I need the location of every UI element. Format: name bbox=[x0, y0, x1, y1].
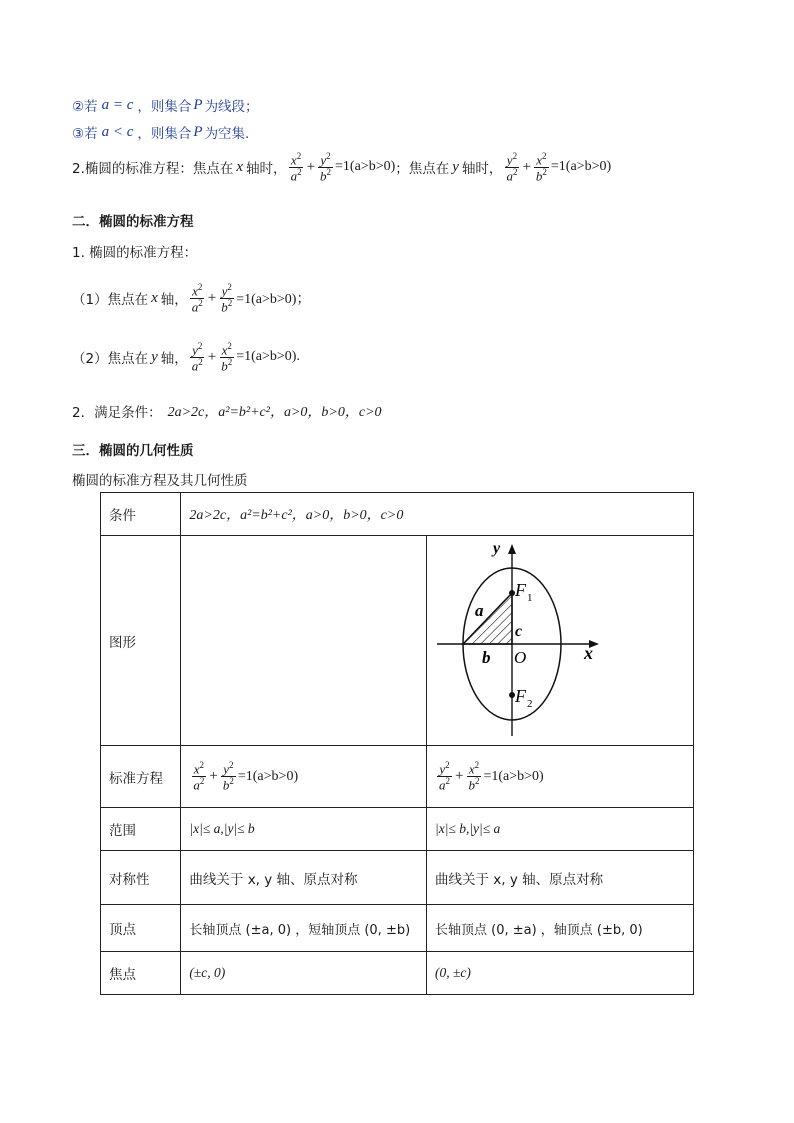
figure-cell-empty bbox=[181, 536, 427, 746]
item-1a: （1）焦点在 x 轴， $\frac{x^2}{a^2}$ + $\frac{y^2}{b^2}$ =1(a>b>0)； bbox=[72, 282, 311, 315]
intro-eq-tail: =1(a>b>0) bbox=[335, 159, 396, 175]
y-axis-label: y bbox=[493, 540, 501, 557]
fraction: $\frac{x^2}{b^2}$ bbox=[535, 151, 547, 184]
intro-eq2-tail: =1(a>b>0) bbox=[550, 159, 612, 175]
item-1b-label: （2）焦点在 bbox=[72, 351, 149, 368]
f1-label: F bbox=[515, 580, 526, 600]
intro-line-3-prefix: ③若 bbox=[72, 126, 98, 142]
fraction: $\frac{x^2}{a^2}$ bbox=[191, 282, 203, 315]
symmetry-col1: 曲线关于 x, y 轴、原点对称 bbox=[181, 851, 427, 905]
frac-den: a bbox=[506, 168, 513, 184]
intro-line-3 bbox=[72, 122, 249, 142]
table-row-condition bbox=[101, 493, 694, 536]
fraction: $\frac{x^2}{a^2}$ bbox=[193, 760, 205, 793]
intro-line-2-prefix: ②若 bbox=[72, 99, 98, 115]
row-label-symmetry: 对称性 bbox=[101, 851, 181, 905]
intro-line-3-end: 为空集. bbox=[204, 126, 250, 142]
fraction: $\frac{y^2}{a^2}$ bbox=[439, 760, 450, 793]
item-1b: （2）焦点在 y 轴， $\frac{y^2}{a^2}$ + $\frac{x^2}{b^2}$ =1(a>b>0). bbox=[72, 341, 300, 374]
table-row-equation bbox=[101, 746, 694, 808]
f2-subscript: 2 bbox=[527, 698, 533, 710]
table-row-vertex bbox=[101, 905, 694, 952]
row-label-vertex: 顶点 bbox=[101, 905, 181, 952]
equation-col2-tail: =1(a>b>0) bbox=[483, 768, 544, 784]
vertex-col1: 长轴顶点 (±a, 0) ，短轴顶点 (0, ±b) bbox=[181, 905, 427, 952]
item-2 bbox=[72, 401, 382, 421]
item-1a-mid: 轴， bbox=[160, 292, 188, 309]
fraction: $\frac{y^2}{b^2}$ bbox=[221, 282, 233, 315]
intro-eq-mid2: ；焦点在 bbox=[395, 161, 450, 178]
item-1b-mid: 轴， bbox=[160, 351, 188, 368]
condition-value: 2a>2c，a²=b²+c²，a>0，b>0，c>0 bbox=[181, 493, 694, 536]
item-1a-var: x bbox=[151, 289, 158, 306]
table-row-focus bbox=[101, 952, 694, 995]
item-1a-label: （1）焦点在 bbox=[72, 292, 149, 309]
fraction: $\frac{y^2}{a^2}$ bbox=[506, 151, 518, 184]
item-1: 1. 椭圆的标准方程： bbox=[72, 245, 198, 261]
equation-col1-tail: =1(a>b>0) bbox=[237, 768, 299, 784]
table-row-figure bbox=[101, 536, 694, 746]
item-2-label: 2．满足条件： bbox=[72, 405, 162, 421]
focus-col2: (0, ±c) bbox=[427, 952, 694, 995]
ellipse-figure bbox=[427, 536, 693, 745]
intro-line-3-cond: a < c bbox=[101, 123, 134, 140]
fraction: $\frac{y^2}{b^2}$ bbox=[320, 151, 332, 184]
c-label: c bbox=[515, 623, 523, 640]
frac-num: x bbox=[290, 152, 297, 168]
hatched-triangle bbox=[463, 593, 512, 644]
item-2-cond: 2a>2c，a²=b²+c²，a>0，b>0，c>0 bbox=[167, 405, 382, 420]
fraction: $\frac{y^2}{b^2}$ bbox=[222, 760, 234, 793]
row-label-condition: 条件 bbox=[101, 493, 181, 536]
intro-line-3-suffix: ，则集合 bbox=[137, 126, 192, 142]
intro-eq-var-x: x bbox=[236, 158, 244, 175]
intro-line-3-set: P bbox=[193, 123, 203, 140]
fraction: $\frac{x^2}{b^2}$ bbox=[468, 760, 480, 793]
intro-standard-equation: 2.椭圆的标准方程：焦点在 x 轴时， $\frac{x^2}{a^2}$ + $\frac{y^2}{b^2}$ =1(a>b>0) ；焦点在 y 轴时， $\frac{y^2}{a^2}$ + $\frac{x^2}{b^2}$ =1(a>b>0) bbox=[72, 151, 612, 184]
fraction: $\frac{y^2}{a^2}$ bbox=[191, 341, 203, 374]
intro-eq-var-y: y bbox=[452, 158, 459, 175]
frac-num: y bbox=[506, 152, 513, 168]
item-1b-tail: =1(a>b>0). bbox=[236, 349, 300, 365]
heading-standard-equation: 二．椭圆的标准方程 bbox=[72, 214, 194, 230]
table-row-symmetry bbox=[101, 851, 694, 905]
frac-den: a bbox=[290, 168, 298, 184]
intro-line-2 bbox=[72, 95, 259, 115]
intro-line-2-suffix: ，则集合 bbox=[137, 99, 192, 115]
vertex-col2: 长轴顶点 (0, ±a) ，轴顶点 (±b, 0) bbox=[427, 905, 694, 952]
fraction: $\frac{x^2}{b^2}$ bbox=[221, 341, 233, 374]
y-axis-arrow-icon bbox=[508, 544, 516, 554]
item-1b-var: y bbox=[151, 348, 158, 365]
f2-label: F bbox=[515, 686, 526, 706]
item-1a-tail: =1(a>b>0)； bbox=[236, 292, 311, 308]
fraction: $\frac{x^2}{a^2}$ bbox=[290, 151, 302, 184]
range-col2: |x|≤ b,|y|≤ a bbox=[427, 808, 694, 851]
b-label: b bbox=[482, 648, 491, 667]
intro-eq-mid3: 轴时， bbox=[461, 161, 503, 178]
origin-label: O bbox=[514, 648, 527, 667]
frac-num: x bbox=[536, 152, 543, 168]
intro-line-2-cond: a = c bbox=[101, 96, 134, 113]
frac-den: b bbox=[535, 168, 543, 184]
heading-geometric-properties: 三．椭圆的几何性质 bbox=[72, 443, 194, 459]
row-label-range: 范围 bbox=[101, 808, 181, 851]
equation-col1: $\frac{x^2}{a^2}$ + $\frac{y^2}{b^2}$ =1(a>b>0) bbox=[181, 746, 427, 808]
properties-table bbox=[100, 492, 694, 995]
symmetry-col2: 曲线关于 x, y 轴、原点对称 bbox=[427, 851, 694, 905]
a-label: a bbox=[475, 601, 484, 620]
row-label-focus: 焦点 bbox=[101, 952, 181, 995]
intro-eq-mid1: 轴时， bbox=[246, 161, 287, 178]
frac-den: b bbox=[320, 168, 327, 184]
row-label-equation: 标准方程 bbox=[101, 746, 181, 808]
f1-subscript: 1 bbox=[527, 592, 533, 604]
intro-line-2-set: P bbox=[193, 96, 203, 113]
frac-num: y bbox=[320, 152, 327, 168]
intro-eq-label: 2.椭圆的标准方程：焦点在 bbox=[72, 161, 234, 178]
equation-col2: $\frac{y^2}{a^2}$ + $\frac{x^2}{b^2}$ =1(a>b>0) bbox=[427, 746, 694, 808]
row-label-figure: 图形 bbox=[101, 536, 181, 746]
table-row-range bbox=[101, 808, 694, 851]
focus-col1: (±c, 0) bbox=[181, 952, 427, 995]
x-axis-label: x bbox=[584, 643, 593, 663]
figure-cell bbox=[427, 536, 694, 746]
range-col1: |x|≤ a,|y|≤ b bbox=[181, 808, 427, 851]
table-caption: 椭圆的标准方程及其几何性质 bbox=[72, 473, 248, 489]
intro-line-2-end: 为线段； bbox=[204, 99, 259, 115]
